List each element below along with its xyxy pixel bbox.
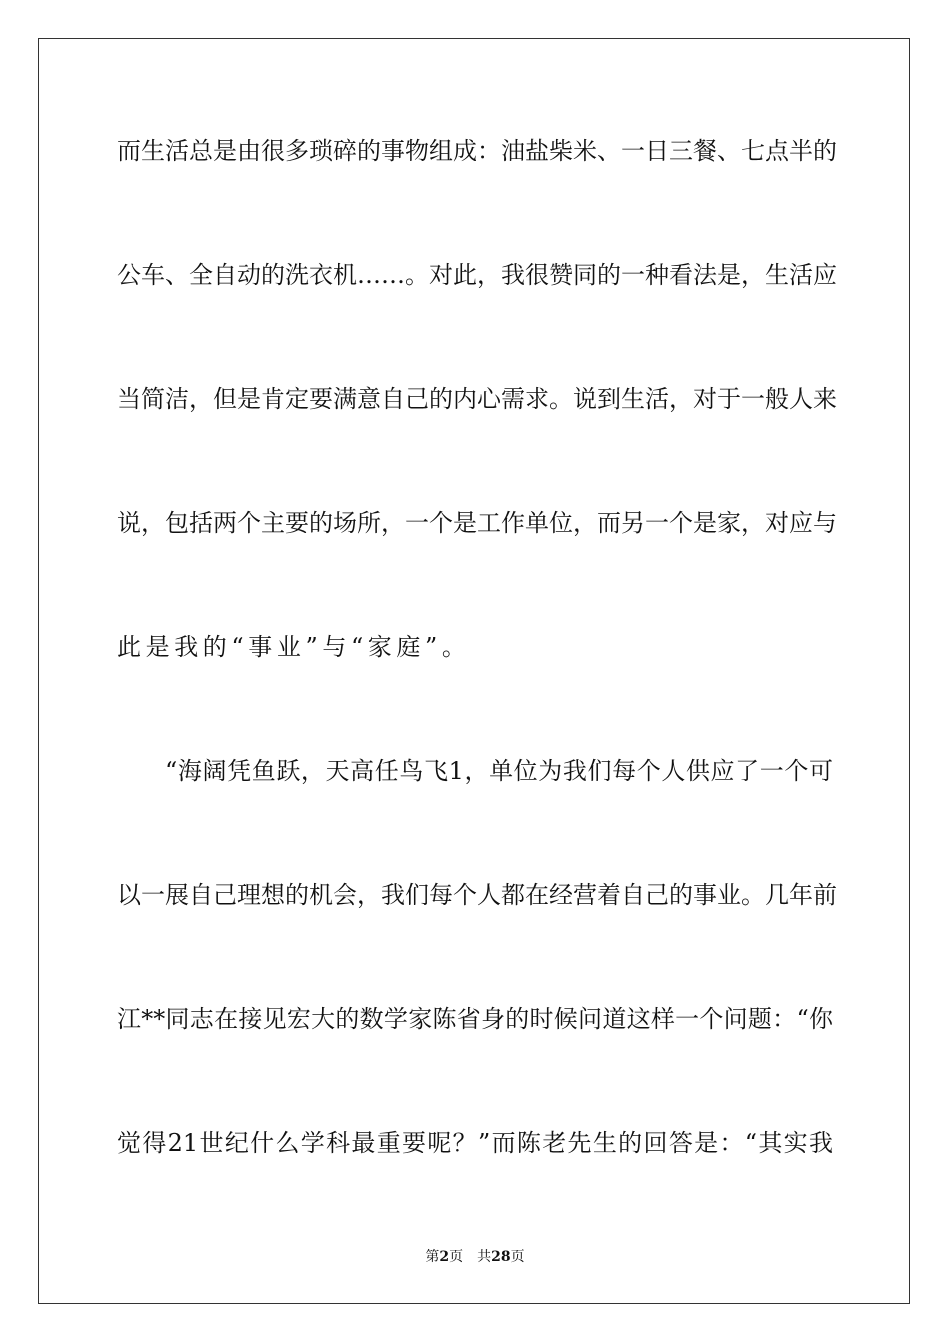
- page-prefix: 第: [425, 1249, 440, 1265]
- text-line-6: “海阔凭鱼跃，天高任鸟飞1，单位为我们每个人供应了一个可: [165, 757, 833, 785]
- total-prefix: 共: [477, 1249, 492, 1265]
- text-line-8: 江**同志在接见宏大的数学家陈省身的时候问道这样一个问题：“你: [117, 1005, 833, 1033]
- page-footer: [0, 1246, 950, 1266]
- page-suffix: 页: [449, 1249, 464, 1265]
- page-border: [38, 38, 910, 1304]
- page-number: 2: [439, 1249, 450, 1265]
- text-line-5: 此是我的“事业”与“家庭”。: [117, 633, 471, 661]
- total-pages: 28: [491, 1249, 511, 1265]
- total-suffix: 页: [510, 1249, 525, 1265]
- text-line-1: 而生活总是由很多琐碎的事物组成：油盐柴米、一日三餐、七点半的: [117, 137, 837, 165]
- text-line-2: 公车、全自动的洗衣机……。对此，我很赞同的一种看法是，生活应: [117, 261, 837, 289]
- text-line-9: 觉得21世纪什么学科最重要呢？”而陈老先生的回答是：“其实我: [117, 1129, 833, 1157]
- text-line-7: 以一展自己理想的机会，我们每个人都在经营着自己的事业。几年前: [117, 881, 837, 909]
- text-line-3: 当简洁，但是肯定要满意自己的内心需求。说到生活，对于一般人来: [117, 385, 837, 413]
- text-line-4: 说，包括两个主要的场所，一个是工作单位，而另一个是家，对应与: [117, 509, 837, 537]
